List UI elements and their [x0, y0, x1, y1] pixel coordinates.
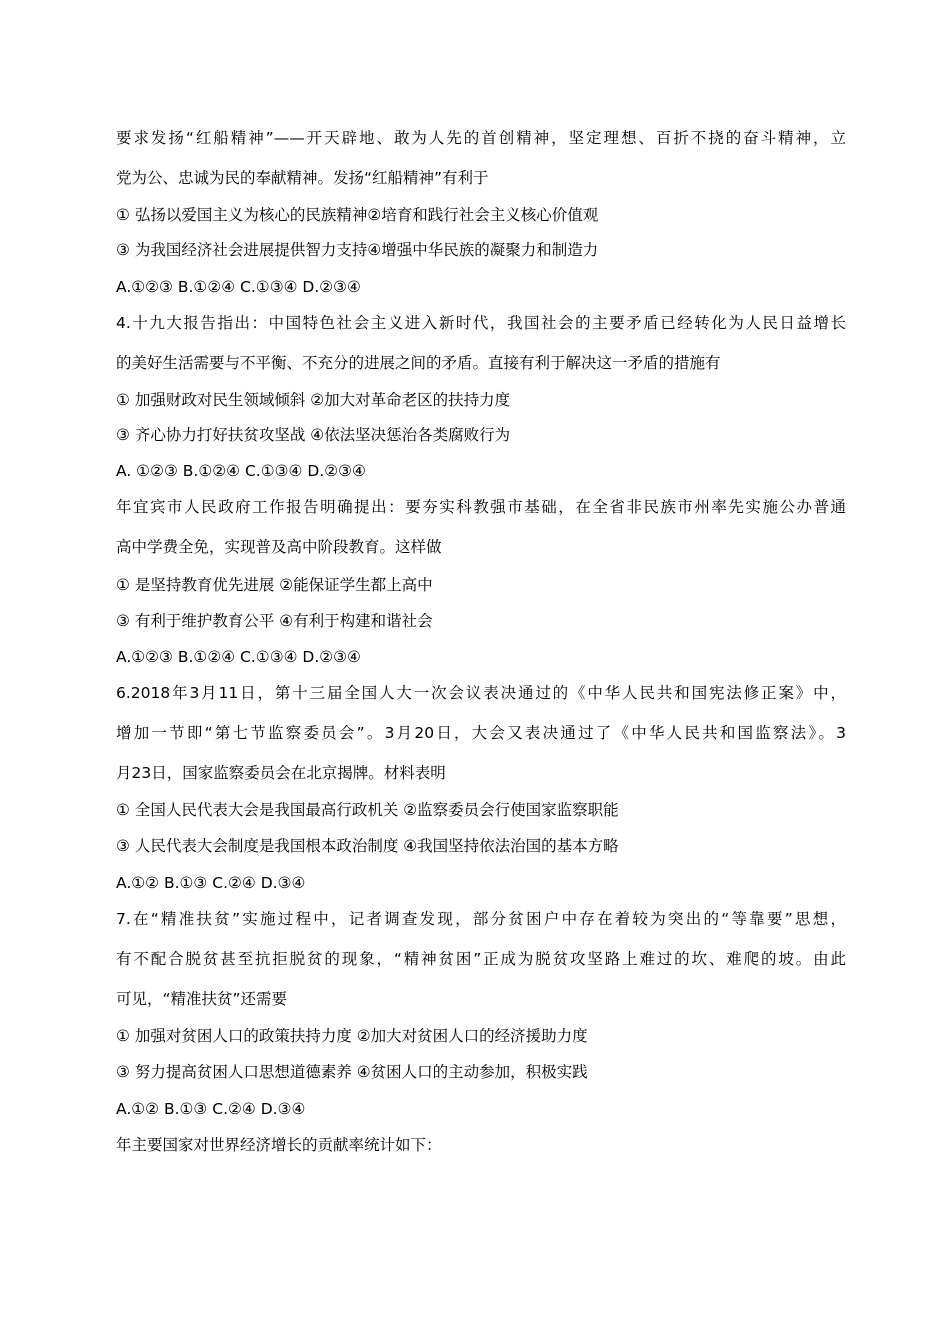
text-line: ③ 有利于维护教育公平 ④有利于构建和谐社会 [116, 612, 433, 630]
text-line: ① 加强对贫困人口的政策扶持力度 ②加大对贫困人口的经济援助力度 [116, 1027, 588, 1045]
text-line: 6.2018年3月11日，第十三届全国人大一次会议表决通过的《中华人民共和国宪法修正案》中， [116, 684, 846, 702]
text-line: 7.在“精准扶贫”实施过程中，记者调查发现，部分贫困户中存在着较为突出的“等靠要”思想， [116, 910, 846, 928]
text-line: ① 全国人民代表大会是我国最高行政机关 ②监察委员会行使国家监察职能 [116, 801, 619, 819]
text-line: ③ 努力提高贫困人口思想道德素养 ④贫困人口的主动参加，积极实践 [116, 1063, 588, 1081]
text-line: 年主要国家对世界经济增长的贡献率统计如下： [116, 1136, 442, 1154]
text-line: 年宜宾市人民政府工作报告明确提出：要夯实科教强市基础，在全省非民族市州率先实施公办普通 [116, 498, 846, 516]
text-line: ① 加强财政对民生领域倾斜 ②加大对革命老区的扶持力度 [116, 391, 511, 409]
text-line: ③ 人民代表大会制度是我国根本政治制度 ④我国坚持依法治国的基本方略 [116, 837, 619, 855]
text-line: 党为公、忠诚为民的奉献精神。发扬“红船精神”有利于 [116, 169, 489, 187]
text-line: A.①② B.①③ C.②④ D.③④ [116, 874, 306, 892]
text-line: 可见，“精准扶贫”还需要 [116, 990, 288, 1008]
text-line: A. ①②③ B.①②④ C.①③④ D.②③④ [116, 462, 366, 480]
text-line: 增加一节即“第七节监察委员会”。3月20日，大会又表决通过了《中华人民共和国监察法》。3 [116, 724, 846, 742]
text-line: A.①②③ B.①②④ C.①③④ D.②③④ [116, 278, 361, 296]
text-line: ③ 为我国经济社会进展提供智力支持④增强中华民族的凝聚力和制造力 [116, 241, 599, 259]
text-line: 高中学费全免，实现普及高中阶段教育。这样做 [116, 538, 442, 556]
text-line: 4.十九大报告指出：中国特色社会主义进入新时代，我国社会的主要矛盾已经转化为人民日益增长 [116, 314, 846, 332]
text-line: A.①② B.①③ C.②④ D.③④ [116, 1100, 306, 1118]
text-line: ① 是坚持教育优先进展 ②能保证学生都上高中 [116, 576, 433, 594]
text-line: 的美好生活需要与不平衡、不充分的进展之间的矛盾。直接有利于解决这一矛盾的措施有 [116, 354, 721, 372]
text-line: 有不配合脱贫甚至抗拒脱贫的现象，“精神贫困”正成为脱贫攻坚路上难过的坎、难爬的坡。由此 [116, 950, 846, 968]
text-line: A.①②③ B.①②④ C.①③④ D.②③④ [116, 648, 361, 666]
text-line: ① 弘扬以爱国主义为核心的民族精神②培育和践行社会主义核心价值观 [116, 206, 599, 224]
text-line: ③ 齐心协力打好扶贫攻坚战 ④依法坚决惩治各类腐败行为 [116, 426, 511, 444]
text-line: 月23日，国家监察委员会在北京揭牌。材料表明 [116, 764, 446, 782]
text-line: 要求发扬“红船精神”——开天辟地、敢为人先的首创精神，坚定理想、百折不挠的奋斗精神，立 [116, 129, 846, 147]
